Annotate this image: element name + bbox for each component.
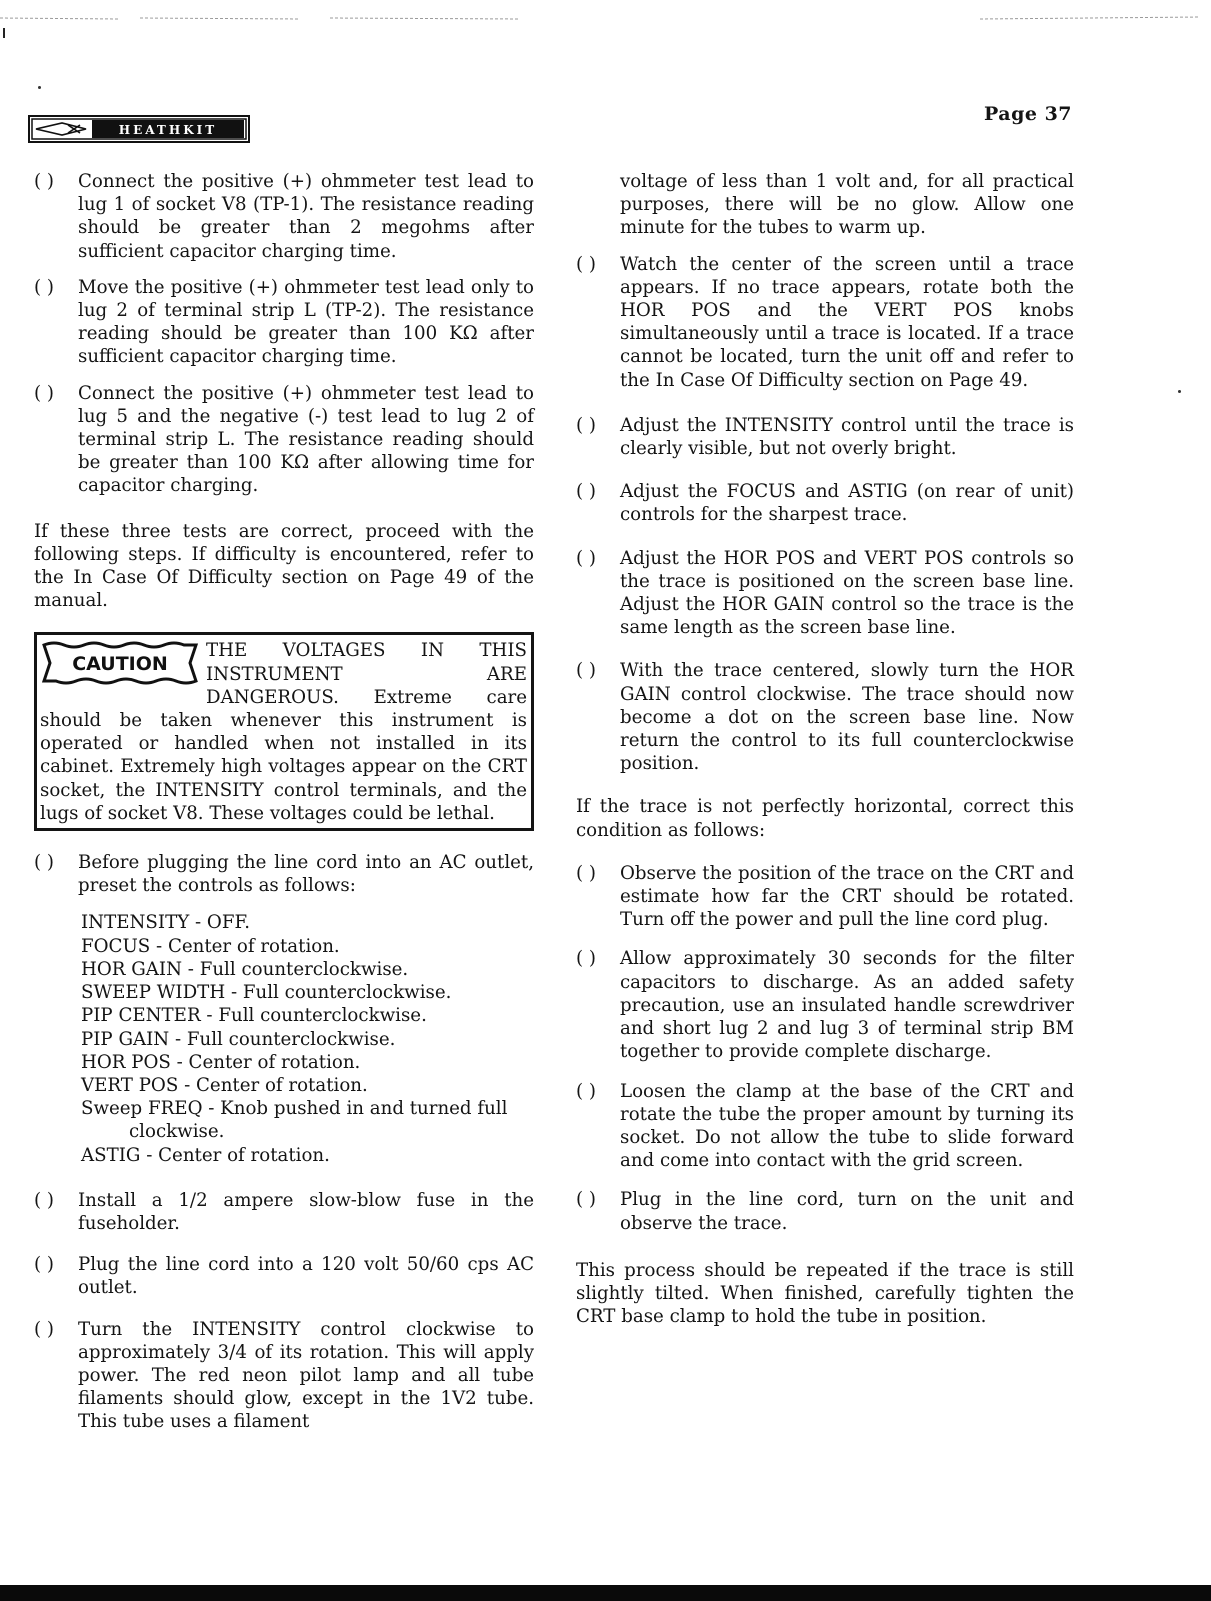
- step-checkbox[interactable]: ( ): [34, 382, 54, 404]
- logo-text: HEATHKIT: [118, 123, 218, 137]
- preset-item: INTENSITY - OFF.: [81, 912, 251, 934]
- preset-item: ASTIG - Center of rotation.: [81, 1144, 330, 1166]
- step-text: Adjust the HOR POS and VERT POS controls so the trace is positioned on the screen base line. Adjust the HOR GAIN control so the trace is the same length as the screen base line.: [620, 547, 1074, 639]
- middle-paragraph: If the trace is not perfectly horizontal, correct this condition as follows:: [576, 796, 1074, 841]
- scan-artifact-line: [0, 10, 1211, 24]
- step-text: Install a 1/2 ampere slow-blow fuse in the fuseholder.: [78, 1189, 534, 1234]
- checklist-step: [576, 659, 1074, 775]
- checklist-step: [34, 276, 534, 369]
- checklist-step: [576, 253, 1074, 392]
- step-text: Adjust the INTENSITY control until the trace is clearly visible, but not overly bright.: [620, 414, 1074, 460]
- step-checkbox[interactable]: ( ): [576, 1080, 596, 1102]
- scan-dot: [38, 86, 41, 89]
- checklist-step: [34, 1318, 534, 1434]
- step-text: With the trace centered, slowly turn the HOR GAIN control clockwise. The trace should now become a dot on the screen base line. Now return the control to its full counterclockwise position.: [620, 660, 1074, 775]
- intro-paragraph: If these three tests are correct, proceed with the following steps. If difficulty is encountered, refer to the In Case Of Difficulty section on Page 49 of the manual.: [34, 520, 534, 612]
- preset-item: HOR POS - Center of rotation.: [81, 1051, 361, 1073]
- caution-text: THE VOLTAGES IN THIS INSTRUMENT ARE DANGEROUS. Extreme care should be taken whenever this instrument is operated or handled when not installed in its cabinet. Extremely high voltages appear on the CRT socket, the INTENSITY control terminals, and the lugs of socket V8. These voltages could be lethal.: [40, 640, 527, 824]
- heathkit-logo: [28, 114, 250, 144]
- checklist-step: [34, 170, 534, 263]
- step-text: Adjust the FOCUS and ASTIG (on rear of unit) controls for the sharpest trace.: [620, 481, 1074, 526]
- right-column: [576, 170, 1074, 1342]
- step-checkbox[interactable]: ( ): [34, 1189, 54, 1211]
- step-text: Move the positive (+) ohmmeter test lead only to lug 2 of terminal strip L (TP-2). The resistance reading should be greater than 100 KΩ after sufficient capacitor charging time.: [78, 276, 534, 368]
- step-text: Plug the line cord into a 120 volt 50/60 cps AC outlet.: [78, 1254, 534, 1299]
- preset-item: SWEEP WIDTH - Full counterclockwise.: [81, 982, 452, 1004]
- checklist-step: [576, 414, 1074, 460]
- checklist-step: [576, 1080, 1074, 1173]
- preset-item: HOR GAIN - Full counterclockwise.: [81, 958, 409, 980]
- step-checkbox[interactable]: ( ): [576, 1189, 596, 1211]
- step-checkbox[interactable]: ( ): [576, 481, 596, 503]
- checklist-step: [34, 382, 534, 498]
- preset-item: Sweep FREQ - Knob pushed in and turned full clockwise.: [81, 1098, 508, 1143]
- preset-item: FOCUS - Center of rotation.: [81, 935, 340, 957]
- checklist-step: [576, 480, 1074, 526]
- step-text: Loosen the clamp at the base of the CRT and rotate the tube the proper amount by turning its socket. Do not allow the tube to slide forward and come into contact with the grid screen.: [620, 1080, 1074, 1172]
- step-checkbox[interactable]: ( ): [34, 852, 54, 874]
- scan-dot: [1178, 390, 1181, 393]
- step-text: Connect the positive (+) ohmmeter test lead to lug 5 and the negative (-) test lead to lug 2 of terminal strip L. The resistance reading should be greater than 100 KΩ after allowing time for capacitor charging.: [78, 382, 534, 497]
- step-text: Allow approximately 30 seconds for the filter capacitors to discharge. As an added safety precaution, use an insulated handle screwdriver and short lug 2 and lug 3 of terminal strip BM together to provide complete discharge.: [620, 948, 1074, 1063]
- checklist-step: [576, 1188, 1074, 1234]
- step-checkbox[interactable]: ( ): [576, 948, 596, 970]
- step-checkbox[interactable]: ( ): [34, 276, 54, 298]
- checklist-step: [34, 1189, 534, 1235]
- preset-item: PIP CENTER - Full counterclockwise.: [81, 1005, 427, 1027]
- scan-edge-mark: [3, 28, 5, 38]
- step-checkbox[interactable]: ( ): [34, 1318, 54, 1340]
- checklist-step: [576, 862, 1074, 932]
- checklist-step: [34, 1253, 534, 1299]
- step-text: Turn the INTENSITY control clockwise to approximately 3/4 of its rotation. This will apply power. The red neon pilot lamp and all tube filaments should glow, except in the 1V2 tube. This tube uses a filament: [78, 1318, 534, 1433]
- step-checkbox[interactable]: ( ): [576, 414, 596, 436]
- checklist-step: [576, 947, 1074, 1063]
- preset-item: PIP GAIN - Full counterclockwise.: [81, 1028, 396, 1050]
- step-text: Before plugging the line cord into an AC outlet, preset the controls as follows:: [78, 852, 534, 897]
- preset-list: [81, 911, 534, 1166]
- left-column: [34, 170, 534, 1447]
- step-text: Watch the center of the screen until a trace appears. If no trace appears, rotate both the HOR POS and the VERT POS knobs simultaneously until a trace is located. If a trace cannot be located, turn the unit off and refer to the In Case Of Difficulty section on Page 49.: [620, 253, 1074, 391]
- preset-item: VERT POS - Center of rotation.: [81, 1074, 368, 1096]
- step-text: Plug in the line cord, turn on the unit and observe the trace.: [620, 1189, 1074, 1234]
- checklist-step: [34, 851, 534, 897]
- page-number: Page 37: [984, 103, 1073, 125]
- step-checkbox[interactable]: ( ): [576, 862, 596, 884]
- caution-label: CAUTION: [72, 653, 168, 676]
- step-text: Observe the position of the trace on the CRT and estimate how far the CRT should be rotated. Turn off the power and pull the line cord plug.: [620, 862, 1074, 931]
- caution-badge: [40, 639, 200, 687]
- step-checkbox[interactable]: ( ): [34, 1254, 54, 1276]
- step-checkbox[interactable]: ( ): [576, 253, 596, 275]
- closing-paragraph: This process should be repeated if the trace is still slightly tilted. When finished, carefully tighten the CRT base clamp to hold the tube in position.: [576, 1259, 1074, 1328]
- continued-text: voltage of less than 1 volt and, for all practical purposes, there will be no glow. Allow one minute for the tubes to warm up.: [620, 171, 1074, 239]
- step-checkbox[interactable]: ( ): [34, 171, 54, 192]
- caution-box: [34, 632, 534, 831]
- checklist-step: [576, 547, 1074, 640]
- step-checkbox[interactable]: ( ): [576, 660, 596, 682]
- scan-bottom-border: [0, 1585, 1211, 1601]
- step-text: Connect the positive (+) ohmmeter test lead to lug 1 of socket V8 (TP-1). The resistance reading should be greater than 2 megohms after sufficient capacitor charging time.: [78, 171, 534, 262]
- step-checkbox[interactable]: ( ): [576, 547, 596, 569]
